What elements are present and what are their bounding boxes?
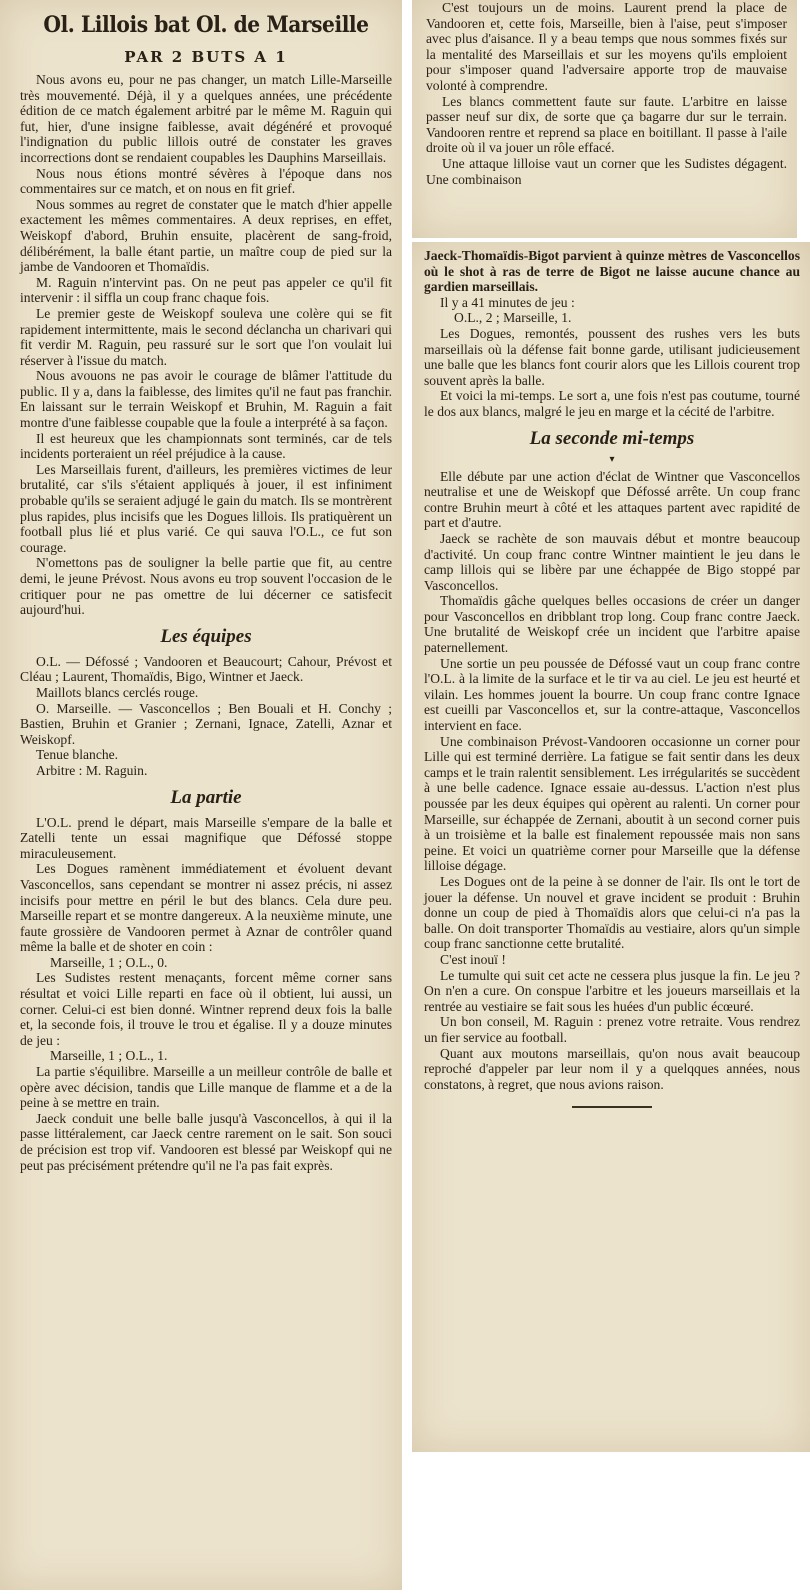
second-half-heading: La seconde mi-temps	[529, 427, 695, 449]
article-headline: Ol. Lillois bat Ol. de Marseille	[43, 12, 369, 38]
paragraph: Nous avouons ne pas avoir le courage de blâmer l'attitude du public. Il y a, dans la faiblesse, des limites qu'il ne faut pas franchir. En laissant sur le terrain Weiskopf et Bruhin, M. Raguin a fait montre d'une faiblesse coupable que la foule a interprété à sa façon.	[20, 368, 392, 431]
kit-lille: Maillots blancs cerclés rouge.	[36, 684, 199, 700]
article-subheadline: PAR 2 BUTS A 1	[124, 48, 288, 66]
lineup-lille: O.L. — Défossé ; Vandooren et Beaucourt; Cahour, Prévost et Cléau ; Laurent, Thomaïdis, Bigo, Wintner et Jaeck.	[20, 653, 392, 685]
paragraph: Jaeck-Thomaïdis-Bigot parvient à quinze mètres de Vasconcellos où le shot à ras de terre de Bigot ne laisse aucune chance au gardien marseillais.	[424, 248, 800, 295]
paragraph: C'est toujours un de moins. Laurent prend la place de Vandooren et, cette fois, Marseille, bien à l'aise, peut s'imposer avec plus d'aisance. Il y a beau temps que nous sommes fixés sur la mentalité des Marseillais et sur les moyens qu'ils emploient pour s'imposer quand l'adversaire apporte trop de mauvaise volonté à comprendre.	[426, 0, 787, 93]
paragraph: La partie s'équilibre. Marseille a un meilleur contrôle de balle et opère avec décision, tandis que Lille manque de flamme et a de la peine à se mettre en train.	[20, 1064, 392, 1111]
paragraph: Le tumulte qui suit cet acte ne cessera plus jusque la fin. Le jeu ? On n'en a cure. On conspue l'arbitre et les joueurs marseillais et la rentrée au vestiaire se fait sous les huées d'un public écœuré.	[424, 967, 800, 1014]
paragraph: Nous nous étions montré sévères à l'époque dans nos commentaires sur ce match, et on nous en fit grief.	[20, 165, 392, 197]
paragraph: Une combinaison Prévost-Vandooren occasionne un corner pour Lille qui est terminé derrière. La fatigue se fait sentir dans les deux camps et le train ralentit sensiblement. Les irrégularités se succèdent à une belle cadence. Ignace essaie au-dessus. L'action n'est plus poussée par les deux équipes qui opèrent au ralenti. Un corner pour Marseille, sur échappée de Zernani, aboutit à un second corner puis à un troisième et la balle est finalement repoussée mais non sans peine. Et voici un quatrième corner pour Marseille que la défense lilloise dégage.	[424, 733, 800, 874]
paragraph: N'omettons pas de souligner la belle partie que fit, au centre demi, le jeune Prévost. Nous avons eu trop souvent l'occasion de le critiquer pour ne pas omettre de lui décerner ce satisfecit aujourd'hui.	[20, 555, 392, 618]
paragraph: Il est heureux que les championnats sont terminés, car de tels incidents porteraient un réel préjudice à la cause.	[20, 430, 392, 462]
teams-text	[20, 654, 392, 779]
paragraph: M. Raguin n'intervint pas. On ne peut pas appeler ce qu'il fit intervenir : il siffla un coup franc chaque fois.	[20, 274, 392, 306]
paragraph: Les Sudistes restent menaçants, forcent même corner sans résultat et voici Lille reparti en face où il obtient, lui aussi, un corner. Celui-ci est bien donné. Wintner reprend deux fois la balle et, la seconde fois, il trouve le trou et égalise. Il y a douze minutes de jeu :	[20, 970, 392, 1048]
score-line: Marseille, 1 ; O.L., 1.	[50, 1048, 168, 1064]
referee-line: Arbitre : M. Raguin.	[36, 762, 148, 778]
second-half-text	[424, 469, 800, 1093]
article-left-column	[0, 0, 402, 1590]
lineup-marseille: O. Marseille. — Vasconcellos ; Ben Bouali et H. Conchy ; Bastien, Bruhin et Granier ; Zernani, Ignace, Zatelli, Aznar et Weiskopf.	[20, 700, 392, 747]
paragraph: Une sortie un peu poussée de Défossé vaut un coup franc contre l'O.L. à la limite de la surface et le tir va au ciel. Le jeu est heurté et vilain. Les hommes jouent la bourre. Un coup franc contre Ignace est cueilli par Vasconcellos et, sur la contre-attaque, Vasconcellos intervient en face.	[424, 655, 800, 734]
partie-heading: La partie	[170, 786, 242, 808]
paragraph: Elle débute par une action d'éclat de Wintner que Vasconcellos neutralise et une de Weiskopf que Défossé arrête. Un coup franc contre Bruhin meurt à côté et les attaques partent avec rapidité de part et d'autre.	[424, 468, 800, 531]
paragraph: Les blancs commettent faute sur faute. L'arbitre en laisse passer neuf sur dix, de sorte que ça bagarre dur sur le terrain. Vandooren rentre et reprend sa place en boitillant. Il passe à l'aile droite où il va jouer un rôle effacé.	[426, 93, 787, 156]
paragraph: L'O.L. prend le départ, mais Marseille s'empare de la balle et Zatelli tente un essai magnifique que Défossé stoppe miraculeusement.	[20, 814, 392, 861]
partie-text	[20, 815, 392, 1174]
paragraph: Les Dogues ramènent immédiatement et évoluent devant Vasconcellos, sans cependant se montrer ni assez précis, ni assez incisifs pour mettre en péril le but des blancs. Cela dure peu. Marseille repart et se montre dangereux. A la neuxième minute, une faute grossière de Vandooren permet à Aznar de contrôler quand même la balle et de shoter en coin :	[20, 861, 392, 955]
paragraph: Quant aux moutons marseillais, qu'on nous avait beaucoup reproché d'appeler par leur nom il y a quelqques années, nous constatons, à regret, que nous avions raison.	[424, 1045, 800, 1092]
score-line: Marseille, 1 ; O.L., 0.	[50, 954, 168, 970]
paragraph: Les Marseillais furent, d'ailleurs, les premières victimes de leur brutalité, car s'ils s'étaient appliqués à jouer, il est infiniment probable qu'ils se seraient adjugé le gain du match. Ils se montrèrent plus rapides, plus incisifs que les Dogues lillois. Ils pratiquèrent un football plus lié et plus varié. Ce qui sauva l'O.L., ce fut son courage.	[20, 461, 392, 555]
first-half-end-text	[424, 248, 800, 420]
paragraph: Une attaque lilloise vaut un corner que les Sudistes dégagent. Une combinaison	[426, 155, 787, 187]
article-right-column-top	[412, 0, 797, 238]
paragraph: Les Dogues ont de la peine à se donner de l'air. Ils ont le tort de jouer la défense. Un nouvel et grave incident se produit : Bruhin donne un coup de pied à Thomaïdis alors que celui-ci n'a pas la balle. On doit transporter Thomaïdis au vestiaire, alors qu'un simple coup franc sanctionne cette brutalité.	[424, 873, 800, 952]
kit-marseille: Tenue blanche.	[36, 747, 119, 763]
end-divider	[572, 1106, 652, 1108]
article-right-column-main	[412, 242, 810, 1452]
paragraph: Un bon conseil, M. Raguin : prenez votre retraite. Vous rendrez un fier service au football.	[424, 1014, 800, 1045]
paragraph: Il y a 41 minutes de jeu :	[440, 294, 575, 310]
paragraph: Les Dogues, remontés, poussent des rushes vers les buts marseillais où la défense fait bonne garde, utilisant judicieusement une balle que les blancs font courir alors que les Lillois courent trop souvent après la balle.	[424, 325, 800, 388]
paragraph: Jaeck conduit une belle balle jusqu'à Vasconcellos, à qui il la passe littéralement, car Jaeck centre rarement on le sait. Son souci de précision est trop vif. Vandooren est blessé par Weiskopf qui ne peut pas précisément prétendre qu'il ne l'a pas fait exprès.	[20, 1110, 392, 1173]
paragraph: Le premier geste de Weiskopf souleva une colère qui se fit rapidement intermittente, mais le second déclancha un charivari qui fit verdir M. Raguin, peu rassuré sur le sort que l'on voulait lui réserver à l'issue du match.	[20, 305, 392, 368]
paragraph: Thomaïdis gâche quelques belles occasions de créer un danger pour Vasconcellos en dribblant trop long. Coup franc contre Jaeck. Une brutalité de Weiskopf crée un incident que l'arbitre apaise paternellement.	[424, 593, 800, 656]
paragraph: Jaeck se rachète de son mauvais début et montre beaucoup d'activité. Un coup franc contre Wintner maintient le jeu dans le camp lillois qui se libère par une échappée de Bigo stoppé par Vasconcellos.	[424, 530, 800, 593]
paragraph: Nous sommes au regret de constater que le match d'hier appelle exactement les mêmes commentaires. A deux reprises, en effet, Weiskopf d'abord, Bruhin ensuite, placèrent de sang-froid, délibérément, la balle étant partie, un maître coup de pied sur la jambe de Vandooren et Thomaïdis.	[20, 196, 392, 275]
paragraph: C'est inouï !	[440, 951, 506, 967]
teams-heading: Les équipes	[160, 625, 252, 647]
intro-text	[20, 72, 392, 618]
paragraph: Et voici la mi-temps. Le sort a, une fois n'est pas coutume, tourné le dos aux blancs, malgré le jeu en marge et la cécité de l'arbitre.	[424, 388, 800, 419]
ornament-icon: ▾	[609, 453, 615, 465]
paragraph: Nous avons eu, pour ne pas changer, un match Lille-Marseille très mouvementé. Déjà, il y a quelques années, une précédente édition de ce match également arbitré par le même M. Raguin qui fut, hier, d'une insigne faiblesse, avait dégénéré et provoqué l'indignation du public lillois outré de constater les graves incorrections dont se rendaient coupables les Dauphins Marseillais.	[20, 72, 392, 165]
score-line: O.L., 2 ; Marseille, 1.	[454, 310, 572, 326]
